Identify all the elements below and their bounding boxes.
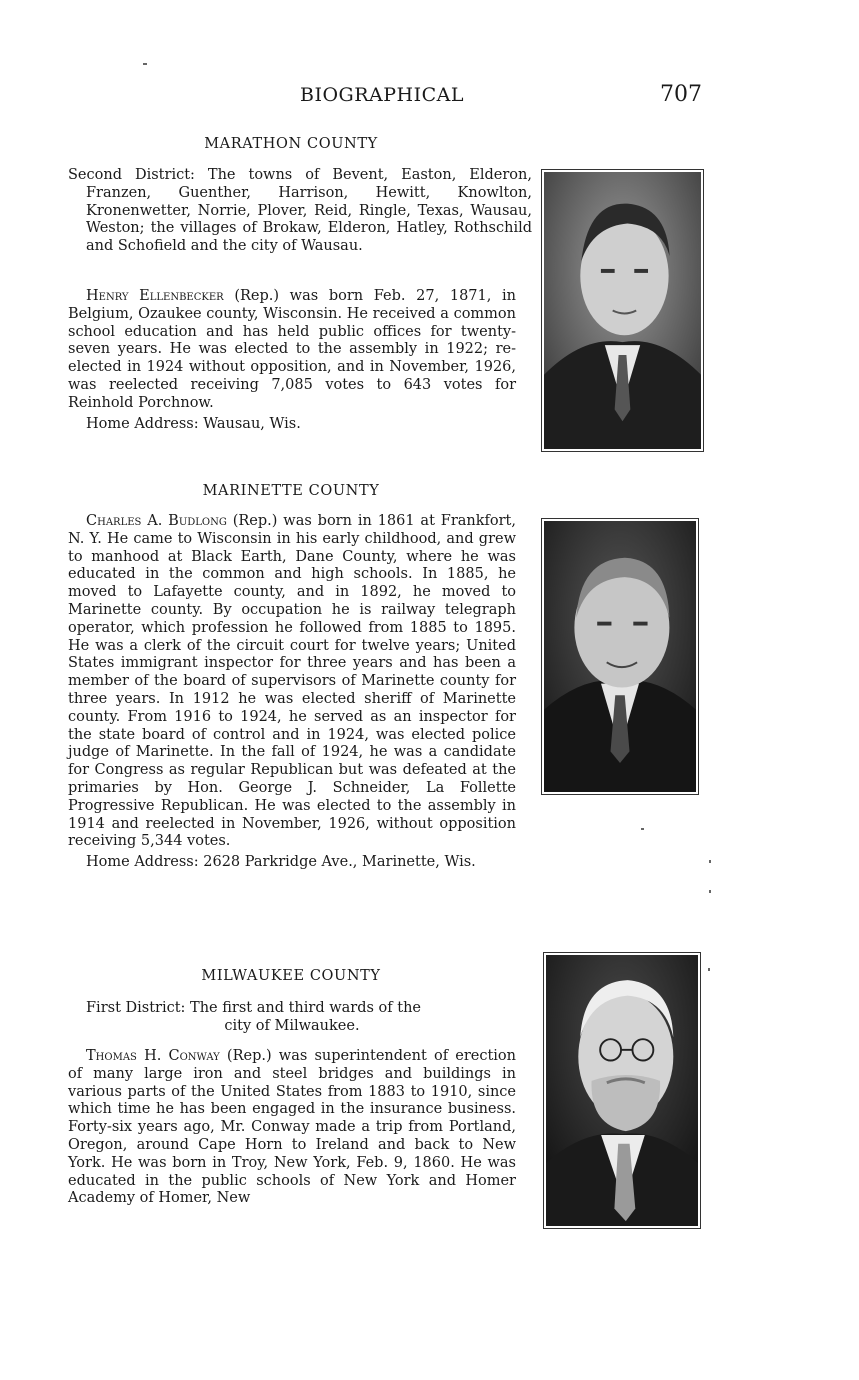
member-name: Thomas H. Conway <box>86 1048 220 1064</box>
biography-budlong <box>68 513 516 872</box>
county-heading-milwaukee: MILWAUKEE COUNTY <box>201 968 381 984</box>
district-description-marathon: Second District: The towns of Bevent, Easton, Elderon, Franzen, Guenther, Harrison, Hewitt, Knowlton, Kronenwetter, Norrie, Plover, Reid, Ringle, Texas, Wausau, Weston; the villages of Brokaw, Elderon, Hatley, Rothschild and Schofield and the city of Wausau. <box>68 167 532 255</box>
portrait-photo-conway <box>543 952 701 1229</box>
portrait-image <box>544 521 696 792</box>
portrait-photo-ellenbecker <box>541 169 704 452</box>
biography-text: (Rep.) was born Feb. 27, 1871, in Belgium, Ozaukee county, Wisconsin. He received a common school education and has held public offices for twenty-seven years. He was elected to the assembly in 1922; re-elected in 1924 without opposition, and in November, 1926, was reelected receiving 7,085 votes to 643 votes for Reinhold Porchnow. <box>68 288 516 411</box>
biography-conway <box>68 1048 516 1208</box>
portrait-photo-budlong <box>541 518 699 795</box>
county-heading-marathon: MARATHON COUNTY <box>204 136 378 152</box>
portrait-image <box>546 955 698 1226</box>
scan-speck <box>143 63 147 65</box>
district-line: city of Milwaukee. <box>224 1017 360 1034</box>
biography-text: (Rep.) was born in 1861 at Frankfort, N. Y. He came to Wisconsin in his early childhood, and grew to manhood at Black Earth, Dane County, where he was educated in the common and high schools. In 1885, he moved to Lafayette county, and in 1892, he moved to Marinette county. By occupation he is railway telegraph operator, which profession he followed from 1885 to 1895. He was a clerk of the circuit court for twelve years; United States immigrant inspector for three years and has been a member of the board of supervisors of Marinette county for three years. In 1912 he was elected sheriff of Marinette county. From 1916 to 1924, he served as an inspector for the state board of control and in 1924, was elected police judge of Marinette. In the fall of 1924, he was a candidate for Congress as regular Republican but was defeated at the primaries by Hon. George J. Schneider, La Follette Progressive Republican. He was elected to the assembly in 1914 and reelected in November, 1926, without opposition receiving 5,344 votes. <box>68 513 516 850</box>
member-name: Henry Ellenbecker <box>86 288 224 304</box>
scan-speck <box>709 860 711 863</box>
home-address: Home Address: Wausau, Wis. <box>86 415 301 432</box>
home-address: Home Address: 2628 Parkridge Ave., Marinette, Wis. <box>86 854 476 871</box>
district-line: First District: The first and third wards of the <box>86 1000 422 1016</box>
biography-text: (Rep.) was superintendent of erection of many large iron and steel bridges and buildings in various parts of the United States from 1883 to 1910, since which time he has been engaged in the insurance business. Forty-six years ago, Mr. Conway made a trip from Portland, Oregon, around Cape Horn to Ireland and back to New York. He was born in Troy, New York, Feb. 9, 1860. He was educated in the public schools of New York and Homer Academy of Homer, New <box>68 1048 516 1207</box>
biography-ellenbecker <box>68 288 516 433</box>
scan-speck <box>641 828 644 830</box>
member-name: Charles A. Budlong <box>86 513 227 529</box>
scan-speck <box>708 968 710 971</box>
scan-speck <box>709 890 711 893</box>
county-heading-marinette: MARINETTE COUNTY <box>202 483 380 499</box>
page-number: 707 <box>660 82 702 107</box>
district-description-milwaukee <box>68 1000 516 1036</box>
portrait-image <box>544 172 701 449</box>
running-title: BIOGRAPHICAL <box>300 84 464 106</box>
